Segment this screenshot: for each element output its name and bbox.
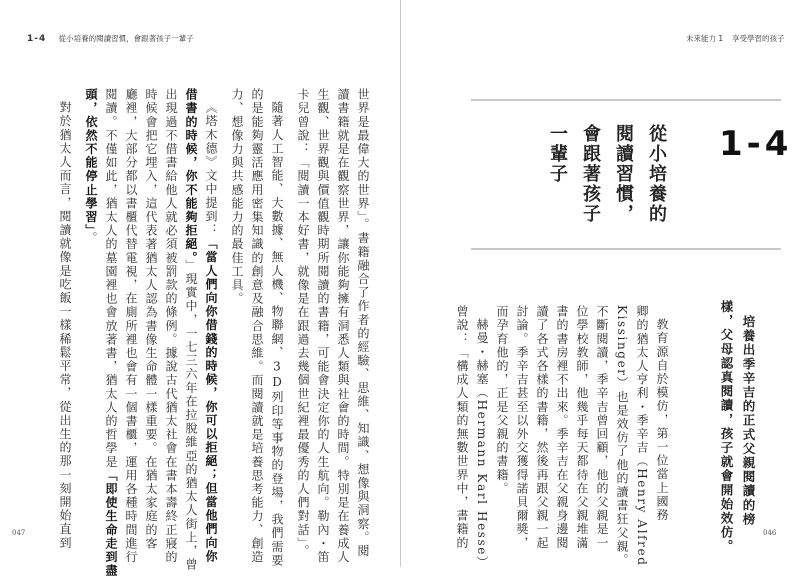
body-column: 赫曼・赫塞（Hermann Karl Hesse） — [475, 318, 489, 570]
running-head-section: 未來能力 1 — [686, 34, 724, 43]
emphasized-quote: 頭，依然不能停止學習」 — [84, 88, 98, 232]
title-rule-bottom — [471, 248, 781, 250]
body-column: 隨著人工智能、大數據、無人機、物聯網、3D列印等事物的登場，我們需要 — [270, 101, 284, 568]
body-column: 教育源自於模仿，第一位當上國務 — [655, 318, 669, 522]
pull-quote-line: 樣，父母認真閱讀，孩子就會開始效仿。 — [719, 300, 734, 554]
body-column — [204, 101, 218, 563]
body-column: 卡兒曾說：「閱讀一本好書，就像是在跟過去幾個世紀裡最優秀的人們對話」。 — [296, 88, 310, 558]
chapter-title-line: 一輩子 — [547, 124, 568, 184]
chapter-number: 1-4 — [27, 34, 47, 44]
body-column — [84, 88, 98, 245]
chapter-title-line: 從小培養的 — [646, 124, 667, 224]
chapter-title-line: 會跟著孩子 — [580, 124, 601, 224]
emphasized-quote: 借書的時候，你不能夠拒絕。 — [184, 88, 198, 259]
running-head-left — [27, 33, 194, 44]
body-text: 。 — [84, 231, 98, 246]
body-text: 」現實中，一七三六年在拉脫維亞的猶太人街上，曾 — [184, 258, 198, 572]
body-column: 時候會把它埋入，這代表著猶太人認為書像生命體一樣重要。在猶太家庭的客 — [144, 88, 158, 551]
body-column — [184, 88, 198, 572]
body-column: 讀書籍就是在觀察世界，讓你能夠擁有洞悉人類與社會的時間。特別是在養成人 — [336, 88, 350, 564]
body-text: 閱讀。不僅如此，猶太人的墓園裡也會放著書，猶太人的哲學是 — [104, 88, 118, 469]
body-column: 的是能夠靈活應用密集知識的創意及融合思維。而閱讀就是培養思考能力、創造 — [250, 88, 264, 564]
body-column: 世界是最偉大的世界」。書籍融合了作者的經驗、思維、知識、想像與洞察。閱 — [356, 88, 370, 558]
page-number: 046 — [763, 529, 777, 537]
body-column: Kissinger）也是效仿了他的讀書狂父親。 — [615, 305, 629, 568]
chapter-number-large: 1-4 — [719, 124, 793, 164]
body-column: 出現過不借書給他人就必須被罰款的條例。據說古代猶太社會在書本壽終正寢的 — [164, 88, 178, 564]
body-column: 討論。季辛吉甚至以外交獲得諾貝爾獎， — [515, 305, 529, 550]
body-column: 曾說：「構成人類的無數世界中，書籍的 — [455, 305, 469, 550]
chapter-title: 從小培養的閱讀習慣，會跟著孩子一輩子 — [58, 34, 194, 43]
body-column: 位學校教師，他幾乎每天都待在父親堆滿 — [575, 305, 589, 550]
running-head-title: 享受學習的孩子 — [732, 34, 785, 43]
page-number: 047 — [12, 529, 26, 537]
emphasized-quote: 「即使生命走到盡 — [104, 468, 118, 578]
body-column — [104, 88, 118, 578]
emphasized-quote: 「當人們向你借錢的時候，你可以拒絕；但當他們向你 — [204, 237, 218, 564]
title-rule-top — [471, 99, 781, 101]
chapter-title-line: 閱讀習慣， — [613, 124, 634, 224]
body-column: 生觀、世界觀與價值觀時期所閱讀的書籍，可能會決定你的人生航向。勒內・笛 — [316, 88, 330, 564]
body-text: 《塔木德》文中提到： — [204, 101, 218, 237]
right-page — [401, 0, 800, 570]
body-column: 不斷閱讀，季辛吉曾回顧，他的父親是一 — [595, 305, 609, 550]
body-column: 力、想像力與共感能力的最佳工具。 — [230, 88, 244, 306]
body-column: 讀了各式各樣的書籍，然後再跟父親一起 — [535, 305, 549, 550]
body-column: 卿的猶太人亨利・季辛吉（Henry Alfred — [635, 305, 649, 567]
pull-quote-line: 培養出季辛吉的正式父親閱讀的榜 — [741, 315, 756, 527]
body-column: 書的書房裡不出來。季辛吉在父親身邊閱 — [555, 305, 569, 550]
body-column: 對於猶太人而言，閱讀就像是吃飯一樣稀鬆平常，從出生的那一刻開始直到 — [58, 101, 72, 550]
body-column: 而孕育他的，正是父親的書籍。 — [495, 305, 509, 496]
body-column: 廳裡，大部分都以書櫃代替電視，在廁所裡也會有一個書櫃，運用各種時間進行 — [124, 88, 138, 564]
